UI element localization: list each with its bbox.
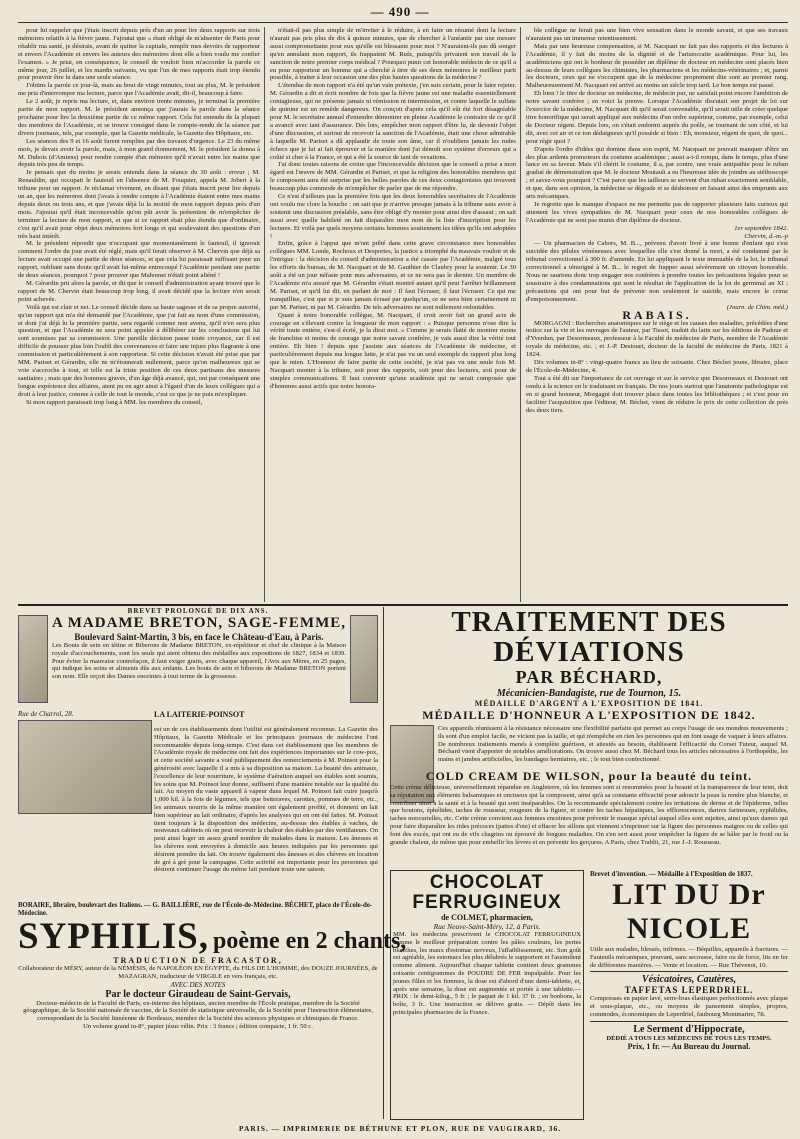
- vesicatoires-title: Vésicatoires, Cautères,: [641, 974, 737, 986]
- article-paragraph: Voilà qui est clair et net. Le conseil décide dans sa haute sagesse et de sa propre autorité, qu'un rapport qui m'a été demandé par l'Académie, que j'ai fait au nom d'une commission, et dont j'ai déjà lu la première partie, sera regardé comme non avenu, qu'il n'en sera plus question, et que l'Académie ne sera point appelée à délibérer sur les conclusions qui lui sont soumises par sa commission. Une pareille décision passe toute croyance, car il est difficile de pousser plus loin l'oubli des convenances et faire une injure plus flagrante à une commission et particulièrement à son rapporteur. Si cette décision n'avait été prise que par MM. Pariset et Gérardin, elle ne m'étonnerait nullement, parce qu'on malheureux qui se voie s'accroche à tout, et telle est la triste position de ces deux partisans des mesures sanitaires ; mais que des hommes graves, d'un âge déjà avancé, qui, ont par conséquent une longue expérience des affaires, aient pu en agir ainsi à l'égard d'un de leurs collègues qui a droit à leur justice, comme à celle de tout le monde, c'est ce que je ne puis m'expliquer.: [18, 303, 260, 398]
- column-2: [270, 27, 516, 602]
- traitement-address: Mécanicien-Bandagiste, rue de Tournon, 15.: [496, 688, 682, 699]
- chocolat-address: Rue Neuve-Saint-Méry, 12, à Paris.: [433, 922, 541, 931]
- article-paragraph: Tout a été dit sur l'importance de cet ouvrage et sur le service que Desormeaux et Destouet ont rendu à la science en le traduisant en français. De nos jours surtout que l'anatomie pathologique est en si grand honneur, Morgagni doit trouver place dans toutes les bibliothèques ; et c'est pour en faciliter l'acquisition que l'éditeur, M. Béchet, vient de réduire le prix de cette collection de près des deux tiers.: [526, 374, 788, 414]
- nipple-illustration: [350, 615, 378, 703]
- breton-address: Boulevard Saint-Martin, 3 bis, en face le Château-d'Eau, à Paris.: [74, 632, 324, 642]
- article-paragraph: D'après l'ordre d'idées qui domine dans son esprit, M. Nacquart ne pouvait manquer d'être un des plus ardents promoteurs du costume académique ; aussi a-t-il rompu, dans le temps, plus d'une lance en sa faveur. Mais s'il chérit le costume, il a, par contre, une vraie antipathie pour le ruban gradué de démonstration que M. le docteur Moutault a eu l'heureuse idée de joindre au stéthoscope ; et savez-vous pourquoi ? C'est parce que les tailleurs se servent d'un ruban exactement semblable, et que, dans son opinion, la médecine se dégrade et se déshonore en faisant ainsi des emprunts aux arts mécaniques.: [526, 145, 788, 201]
- chocolat-advert: [390, 870, 584, 1120]
- price-line: Un volume grand in-8°, papier jésus vélin. Prix : 3 francs ; édition compacte, 1 fr. 50 c.: [83, 1022, 313, 1030]
- rule: [590, 971, 788, 972]
- nicole-text: Utile aux malades, blessés, infirmes. — Béquilles, appareils à fractures. — Fauteuils mécaniques, pouvant, sans secousse, faire ou de force, lits en fer de différentes manières. — Vente et location. — Rue Thévenot, 10.: [590, 946, 788, 969]
- bottle-illustration: [18, 615, 48, 703]
- top-rule: [18, 22, 788, 23]
- chocolat-subtitle: de COLMET, pharmacien,: [441, 913, 533, 922]
- article-paragraph: Chervin, d.-m.-p: [744, 232, 788, 240]
- article-paragraph: (Journ. de Chim. méd.): [726, 303, 788, 311]
- article-paragraph: Eh bien ! le titre de docteur en médecine, de médecin pur, ne satisfait point encore l'ambition de notre savant confrère ; en voici la preuve. Lorsque l'Académie discutait son projet de loi sur l'exercice de la médecine, M. Nacquart dit qu'il serait convenable, qu'il serait utile de créer quelque titre honorifique qui serait appliqué aux médecins d'un ordre supérieur, comme, par exemple, celui de Docteur régent. Depuis lors, on s'était endormi auprès du poêle, se tournant de son côté, et lui dit, avec cet air et ce ton dédaigneux qu'il possède si bien : Eh, monsieur, régent de quoi, de quoi... pour régir quoi ?: [526, 90, 788, 145]
- serment-subtitle: DÉDIÉ A TOUS LES MÉDECINS DE TOUS LES TEMPS.: [606, 1034, 772, 1042]
- rule: [590, 1021, 788, 1022]
- nicole-advert: [590, 870, 788, 1120]
- taffetas-title: TAFFETAS LEPERDRIEL.: [624, 985, 754, 996]
- chocolat-text: MM. les médecins prescrivent le CHOCOLAT FERRUGINEUX comme le meilleur préparation contre les pâles couleurs, les pertes blanches, les maux d'estomac nerveux, l'affaiblissement, etc. Son goût est agréable, les estomacs les plus délabrés le supportent et l'assimilent comme aliment. Aujourd'hui chaque tablette contient deux grammes soixante centigrammes de POUDRE DE FER impalpable. Pour les jeunes filles et les femmes, la dose est d'abord d'une demi-tablette, et, après une semaine, la dose est augmentée et portée à une tablette.—PRIX : le demi-kilog., 5 fr. ; le paquet de 1 kil. 37 fr. ; en bonbons, la boîte, 3 fr.. Une instruction se délivre gratis. — Dépôt dans les principales pharmacies de la France.: [393, 931, 581, 1016]
- brevet-heading: BREVET PROLONGÉ DE DIX ANS.: [127, 607, 269, 615]
- traitement-subtitle: PAR BÉCHARD,: [515, 667, 663, 687]
- medal-1842: MÉDAILLE D'HONNEUR A L'EXPOSITION DE 1842.: [422, 708, 756, 722]
- article-paragraph: J'obtins la parole ce jour-là, mais au bout de vingt minutes, tout au plus, M. le président me pria d'interrompre ma lecture, parce que l'Académie avait, dit-il, beaucoup à faire.: [18, 82, 260, 98]
- article-paragraph: Si mon rapport paraissait trop long à MM. les membres du conseil,: [26, 398, 203, 406]
- article-paragraph: Je pensais que du moins je serais entendu dans la séance du 30 août : erreur ; M. Renauldin, qui occupait le fauteuil en l'absence de M. Fouquier, appela M. Jobert à la tribune pour un rapport. Je réclamai vivement, en disant que j'étais inscrit pour lire depuis un an, que les mémoires dont j'avais à rendre compte à l'Académie étaient entre mes mains depuis deux ou trois ans, et que j'avais déjà lu la moitié de mon rapport depuis près d'un mois. J'ajoutai qu'il était inconcevable qu'on pût avoir la prétention de m'empêcher de terminer la lecture de mon rapport, et que si ce rapport était plus étendu que d'ordinaire, c'est qu'il avait pour objet deux mémoires fort longs et qui soulevaient des questions d'un très haut intérêt.: [18, 169, 260, 240]
- nicole-title: LIT DU Dr NICOLE: [612, 878, 766, 945]
- coldcream-text: Cette crème délicieuse, universellement répandue en Angleterre, où les femmes sont si renommées pour la beauté et la transparence de leur teint, doit sa réputation aux éléments balsamiques et onctueux qui la composent, ainsi qu'à sa constante efficacité pour adoucir la peau la rendre plus blanche, et contribuer ainsi à la santé et à la beauté qui sont inséparables. On la recommande spécialement contre les irritations de derme et de l'épiderme, telles que boutons, éphélides, taches de rousseur, rougeurs de la figure, et contre les taches hépatiques, les efflorescences, dartres farineuses, syphilides, taches mercurielles, etc. Cette crème convient aux femmes enceintes pour prévenir le masque spécial auquel elles sont sujettes, ainsi qu'aux dames qui pour faire disparaître les rides précoces (pattes d'oie) et effacer les sillons qui viennent s'imprimer sur la figure des personnes maigres ou de celles qui font des excès, qui ont eu de vifs chagrins ou éprouvé de longues maladies. On s'en sert aussi pour empêcher la figure de se hâler par le froid ou la grande chaleur, de même que pour embellir les lèvres et en prévenir les gerçures. A Paris, chez Trablit, 21, rue J.-J. Rousseau.: [390, 784, 788, 846]
- printer-footer: PARIS. — IMPRIMERIE DE BÉTHUNE ET PLON, RUE DE VAUGIRARD, 36.: [238, 1124, 562, 1133]
- collaborator-line: Collaborateur de MÉRY, auteur de la NÉMÉSIS, de NAPOLÉON EN ÉGYPTE, du FILS DE L'HOMME, des DOUZE JOURNÉES, de MAZAGRAN, traducteur de VIRGILE en vers français, etc.: [18, 965, 378, 980]
- poeme-subtitle: poème en 2 chants,: [212, 928, 407, 954]
- advert-divider-vertical: [383, 607, 384, 1119]
- nicole-brevet: Brevet d'invention. — Médaille à l'Exposition de 1837.: [590, 870, 753, 878]
- author-description: Docteur-médecin de la Faculté de Paris, ex-interne des hôpitaux, ancien membre de l'École pratique, membre de la Société géographique, de la Société nationale de vaccine, de la Société de statistique universelle, de la Société pour l'instruction élémentaire, correspondant de la Société linnéenne de Bordeaux, membre de la Société des sciences physiques et chimiques de France.: [23, 999, 373, 1023]
- fracastor-translation: TRADUCTION DE FRACASTOR,: [113, 956, 283, 965]
- laiterie-title: LA LAITERIE-POINSOT: [154, 710, 245, 719]
- chocolat-title: CHOCOLAT FERRUGINEUX: [412, 872, 562, 913]
- notes-line: AVEC DES NOTES: [170, 980, 226, 989]
- laiterie-text: est un de ces établissements dont l'utilité est généralement reconnue. La Gazette des Hôpitaux, la Gazette Médicale et les principaux journaux de médecine l'ont recommandée depuis long-temps. C'est dans cet établissement que les membres de l'Académie royale de médecine ont fait des expériences importantes sur le cow-pox, et cette société savante a voté publiquement des remerciements à M. Poinsot pour la générosité avec laquelle il a mis à sa disposition sa maison. La beauté des animaux, l'excellence de leur nourriture, le système d'aération auquel ses étables sont soumis, les soins que M. Poinsot leur donne, suffisent d'une manière notable sur la qualité du lait. Au moyen du vaste appareil à vapeur dans lequel M. Poinsot fait cuire jusqu'à 1,000 kil. à la fois de légumes, tels que betteraves, carottes, pommes de terre, etc., les animaux nourris de la même manière ont également profité, et donnent un lait bien supérieur au lait ordinaire, d'après les analyses qui en ont été faites. M. Poinsot tient toujours à la disposition des médecins, au-dessus des étables à vaches, de nouveaux cabinets où on peut recevoir la chaleur des étables par des ventilateurs. On peut ainsi loger un assez grand nombre de malades dans la maison. Les ânesses et les chèvres sont envoyées à domicile aux heures indiquées par les personnes qui désirent prendre du lait. On trouve également des ânesses et des chèvres en location de gré à gré pour la campagne. Cette activité est importante pour les personnes qui désirent continuer l'usage du même lait pendant toute une saison.: [154, 726, 378, 874]
- article-paragraph: Dix volumes in-8° : vingt-quatre francs au lieu de soixante. Chez Béchet jeune, libraire, place de l'École-de-Médecine, 4.: [526, 359, 788, 374]
- article-paragraph: ble collègue ne ferait pas une bien vive sensation dans le monde savant, et que ses travaux n'auraient pas un immense retentissement.: [526, 27, 788, 42]
- article-paragraph: Le 2 août, je repris ma lecture, et, dans environ trente minutes, je terminai la première partie de mon rapport. M. le président annonça que j'aurais la parole dans la séance prochaine pour lire la deuxième partie de ce même rapport. Cela fut entendu de la plupart des membres de l'Académie, et se trouve consigné dans le compte-rendu de la séance par divers journaux, tels, par exemple, que la Gazette médicale, la Gazette des Hôpitaux, etc.: [18, 98, 260, 137]
- medal-1841: MÉDAILLE D'ARGENT A L'EXPOSITION DE 1841.: [474, 699, 704, 708]
- article-paragraph: Je regrette que le manque d'espace ne me permette pas de rapporter plusieurs faits curieux qui attestent les vives sympathies de M. Nacquart pour ceux de nos honorables collègues de l'Académie qui ne sont pas munis d'un diplôme de docteur.: [526, 200, 788, 224]
- traitement-text: Ces appareils réunissent à la résistance nécessaire une flexibilité parfaite qui permet au corps l'usage de ses mondres mouvements ; ils sont d'un emploi facile, ne vicient pas la taille, et qui n'empêche en rien les personnes qui en font usage de vaquer à leurs affaires. De nombreux traitements menés à complète guérison, et attestés au besoin, établissent l'efficacité du Corset Tuteur, auquel M. Béchard vient d'apporter de notables améliorations. On trouve aussi chez M. Béchard tous les articles nécessaires à l'orthopédie, les mains et jambes artificielles, les bandages herniaires, etc. ; le tout bien confectionné.: [438, 725, 788, 764]
- laiterie-address: Rue de Charrol, 28.: [18, 710, 74, 718]
- article-paragraph: Ce n'est d'ailleurs pas la première fois que les deux honorables secrétaires de l'Académie ont voulu me clore la bouche : on sait que je n'arrive presque jamais à la tribune sans avoir à soutenir une discussion préalable, sans être obligé d'y monter pour ainsi dire d'assaut ; on sait aussi avec quelle habileté on fait disparaître mon nom de la liste d'inscription pour les lectures. Et voilà par quels moyens certains hommes soutiennent les idées qu'ils ont adoptées !: [270, 193, 516, 240]
- article-paragraph: Quant à notre honorable collègue, M. Nacquart, il croit avoir fait un grand acte de courage en s'élevant contre la longueur de mon rapport : « Puisque personne n'ose dire la vérité toute entière, s'est-il écrié, je la dirai moi. » Comme je serais flatté de montrer moins de franchise et moins de courage que notre savant confrère, je vais aussi dire la vérité tout entière. Eh bien ! depuis que j'assiste aux séances de l'Académie de médecine, et particulièrement depuis ma longue lutte, je n'ai pas vu un seul exemple de rapport plus long que le mien. L'Honneur de faire partie de cette société, je n'ai pas vu une seule fois M. Nacquart monter à la tribune, soit pour des rapports, soit pour des lectures, soit pour de simples communications. Il faut convenir qu'une académie qui ne serait composée que d'hommes aussi actifs que notre honora-: [270, 311, 516, 390]
- article-paragraph: n'était-il pas plus simple de m'inviter à le réduire, à en faire un résumé dont la lecture n'aurait pas pris plus de dix à quinze minutes, que de chercher à l'anéantir par une mesure aussi compromettante pour eux qu'elle est blessante pour moi ? N'auraient-ils pas dû songer qu'en annulant mon rapport, ils frappaient M. Rufz, puisqu'ils privaient son travail de la sanction de notre premier corps médical ? Pourquoi punir cet honorable médecin de ce qu'il a eu pour rapporteur un homme qui a cherché à tirer de ses deux mémoires le meilleur parti possible, à traiter à leur occasion une des plus hautes questions de la médecine ?: [270, 27, 516, 82]
- booksellers-line: BORAIRE, libraire, boulevart des Italiens. — G. BAILLIÈRE, rue de l'École-de-Médecine. BÉCHET, place de l'École-de-Médecine.: [18, 902, 373, 917]
- dairy-cows-illustration: [18, 720, 152, 814]
- article-paragraph: M. Gérardin prit alors la parole, et dit que le conseil d'administration ayant trouvé que le rapport de M. Chervin était beaucoup trop long, il avait décidé que la lecture n'en serait point achevée.: [18, 280, 260, 303]
- breton-advert: [18, 607, 378, 707]
- coldcream-advert: [390, 769, 788, 867]
- column-divider: [520, 27, 521, 602]
- article-paragraph: pour lui rappeler que j'étais inscrit depuis près d'un an pour lire deux rapports sur trois mémoires relatifs à la fièvre jaune. J'ajoutai que « étant obligé de m'absenter de Paris pour rétablir ma santé, je désirais, avant de quitter la capitale, remplir mes devoirs de rapporteur et envers l'Académie et envers les auteurs des mémoires dont elle a bien voulu me confier l'examen. » Je priai, en conséquence, le conseil de vouloir bien m'accorder la parole ce même jour, 26 juillet, et les mardis suivants, vu que l'un de mes rapports était trop étendu pour pouvoir être lu dans une seule séance.: [18, 27, 260, 82]
- vesicatoires-text: Compresses en papier lavé, serre-bras élastiques perfectionnés avec plaque et sous-plaque, etc., ou moyens de pansement simples, propres, commodes, économiques de Leperdriel, faubourg Montmartre, 78.: [590, 995, 788, 1018]
- article-paragraph: L'étendue de mon rapport n'a été qu'un vain prétexte, j'en suis certain, pour le faire rejeter. M. Gérardin a dit et écrit nombre de fois que la fièvre jaune est une maladie essentiellement contagieuse, qui ne présente jamais ni rémission ni intermission, et contre laquelle le sulfate de quinine est un remède dangereux. On conçoit d'après cela qu'il eût été fort désagréable pour M. le secrétaire annuel d'entendre démontrer en pleine Académie le contraire de ce qu'il a avancé avec tant d'assurance. Dès lors, empêcher mon rapport d'être lu, de devenir l'objet d'une discussion, et surtout de recevoir la sanction de l'Académie, était une chose admirable à laquelle M. Pariset a dû applaudir de toute son âme, car il n'oubliera jamais les rudes échecs que je lui ai fait éprouver et la manière dont j'ai démoli son système d'erreurs qui a coûté si cher à la France, et qui a été la source de tant de vexations.: [270, 82, 516, 161]
- page-number: — 490 —: [370, 4, 430, 19]
- serment-title: Le Serment d'Hippocrate,: [633, 1023, 745, 1035]
- article-paragraph: 1er septembre 1842.: [734, 224, 788, 232]
- traitement-title: TRAITEMENT DES DÉVIATIONS: [451, 606, 727, 668]
- breton-title: A MADAME BRETON, SAGE-FEMME,: [52, 615, 346, 631]
- author-line: Par le docteur Giraudeau de Saint-Gervais,: [105, 988, 291, 1000]
- article-paragraph: Enfin, grâce à l'appui que m'ont prêté dans cette grave circonstance mes honorables collègues MM. Londe, Rochoux et Desportes, la justice a triomphé du mauvais vouloir et de l'intrigue : la décision du conseil d'administration a été cassée par l'Académie, malgré tous les efforts du bureau, de M. Nacquart et de M. Gauthier de Claubry pour la soutenir. Le 30 août a été un jour néfaste pour mes adversaires, et ce ne sera pas le dernier. Un membre de l'Académie m'a assuré que M. Gérardin s'était montré autant qu'il peut l'arrêter brillamment M. Pariset, et qu'il lui dit, en parlant de moi : Il faut l'écraser, il faut l'écraser. Ce qui me tranquillise, c'est que si je suis jamais écrasé par quelqu'un, ce ne sera bien certainement ni par M. Pariset, ni par M. Gérardin. De tels adversaires ne sont nullement redoutables.: [270, 240, 516, 311]
- column-3: [526, 27, 788, 602]
- article-paragraph: — Un pharmacien de Cahors, M. B..., prévenu d'avoir livré à une bonne d'enfant qui s'est suicidée des pilules vénéneuses avec lesquelles elle s'est donné la mort, a été condamné par le tribunal correctionnel à 300 fr. d'amende. En lui appliquant le texte immuable de la loi, le tribunal correctionnel a témoigné à M. B... le regret de frapper aussi sévèrement un citoyen honorable. Nous ne saurions donc trop engager nos confrères à prendre toutes les précautions légales pour se soustraire à des condamnations qui sont le résultat de l'application de la loi de germinal an XI ; précautions qui ont pour but de prévenir non seulement le suicide, mais encore le crime d'empoisonnement.: [526, 240, 788, 303]
- serment-price: Prix, 1 fr. — Au Bureau du Journal.: [627, 1041, 751, 1051]
- article-paragraph: Les séances des 9 et 16 août furent remplies par des travaux d'urgence. Le 23 du même mois, je devais avoir la parole, mais, à mon grand étonnement, M. le président la donna à M. Dubois (d'Amiens) pour rendre compte d'un mémoire qu'il n'avait entre les mains que depuis très peu de temps.: [18, 137, 260, 169]
- coldcream-title: COLD CREAM DE WILSON, pour la beauté du teint.: [425, 769, 753, 783]
- article-paragraph: Mais par une heureuse compensation, si M. Nacquart ne fait pas des rapports et des lectures à l'Académie, il y fait du moins de la dignité et de l'aristocratie académique. Pour lui, les académiciens qui ont le bonheur de posséder un diplôme de docteur en médecine sont placés bien au-dessus de leurs collègues les chimistes, les pharmaciens et les médecins-vétérinaires ; et, parmi les docteurs, ceux qui ne s'occupent que de la médecine proprement dite sont au premier rang. Malheureusement M. Nacquart est arrivé au moins un siècle trop tard. Le bon temps est passé.: [526, 42, 788, 90]
- article-paragraph: M. le président répondit que n'occupant que momentanément le fauteuil, il ignorait comment l'ordre du jour avait été réglé, mais qu'il ferait observer à M. Chervin que déjà sa lecture avait occupé une partie de deux séances, et que cela lui paraissait suffisant pour un rapport, oubliant sans doute qu'il avait lui-même entrecoupé l'Académie pendant une partie de deux séances, pourquoi ? pour prouver que Mahomet n'était point aliéné !: [18, 240, 260, 280]
- laiterie-advert: [18, 710, 378, 900]
- syphilis-title: SYPHILIS,: [18, 916, 209, 957]
- traitement-advert: [390, 607, 788, 767]
- syphilis-advert: [18, 902, 407, 1122]
- breton-text: Les Bouts de sein en tétine et Biberons de Madame BRETON, ex-répétiteur et chef de clinique à la Maison royale d'accouchements, sont les seuls qui aient obtenu des médailles aux expositions de 1827, 1834 et 1839. Pour éviter la mauvaise contrefaçon, il faut exiger gratis, avec chaque appareil, l'Avis aux Mères, en 25 pages, qui indique les soins et aliments dûs aux enfants. Les bouts de sein et biberons de Madame BRETON portent son nom. Elle reçoit des Dames enceintes à tout terme de la grossesse.: [52, 642, 346, 681]
- article-paragraph: J'ai donc toutes raisons de croire que l'inconcevable décision que le conseil a prise a mon égard est l'œuvre de MM. Gérardin et Pariset, et que la religion des honorables membres qui le composent aura été surprise par les belles paroles de ces deux contagionistes qui trouvent beaucoup plus commode de m'empêcher de parler que de me répondre.: [270, 161, 516, 193]
- column-1: [18, 27, 260, 602]
- article-paragraph: RABAIS.: [622, 307, 692, 322]
- column-divider: [264, 27, 265, 602]
- article-paragraph: MORGAGNI : Recherches anatomiques sur le siège et les causes des maladies, précédées d'une notice sur la vie et les ouvrages de l'auteur, par Tissot, traduit du latin sur les éditions de Padoue et d'Yverdun, par Desormeaux, professeur à la Faculté de médecine de Paris, membre de l'Académie royale de médecine, etc. ; et J.-P. Destouet, docteur de la faculté de médecine de Paris, 1821 à 1824.: [526, 319, 788, 359]
